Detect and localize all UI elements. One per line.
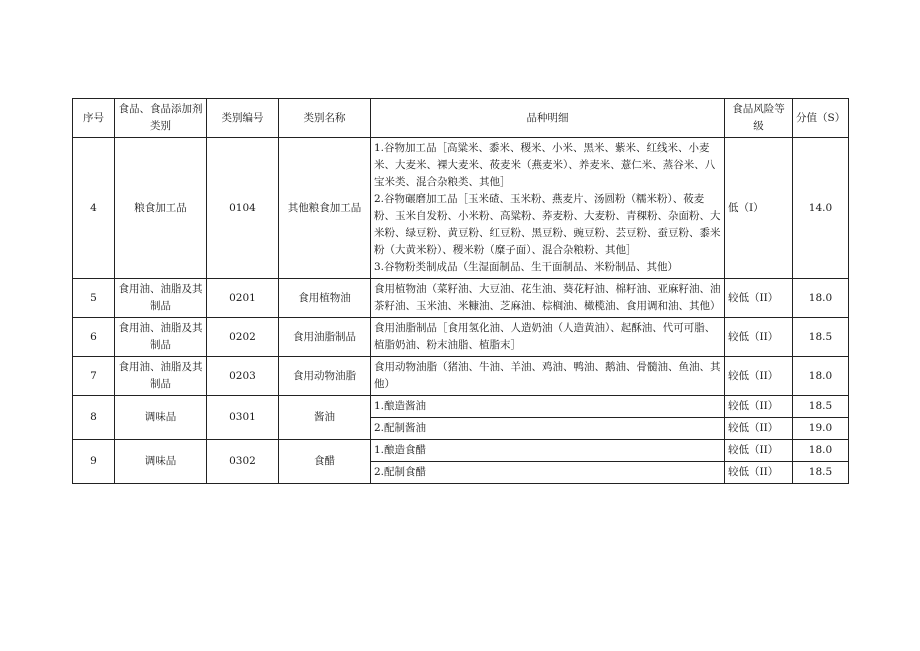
header-seq: 序号 bbox=[73, 99, 115, 138]
table-row bbox=[73, 279, 849, 318]
table-row bbox=[73, 318, 849, 357]
cell-category: 调味品 bbox=[115, 396, 207, 440]
cell-name: 其他粮食加工品 bbox=[279, 138, 371, 279]
cell-risk: 较低（II） bbox=[725, 357, 793, 396]
cell-risk: 较低（II） bbox=[725, 318, 793, 357]
cell-code: 0302 bbox=[207, 440, 279, 484]
cell-score: 18.5 bbox=[793, 318, 849, 357]
detail-line: 1.酿造食醋 bbox=[374, 444, 427, 456]
detail-line: 食用植物油（菜籽油、大豆油、花生油、葵花籽油、棉籽油、亚麻籽油、油茶籽油、玉米油、米糠油、芝麻油、棕榈油、橄榄油、食用调和油、其他） bbox=[374, 283, 721, 312]
cell-code: 0203 bbox=[207, 357, 279, 396]
cell-risk: 较低（II） bbox=[725, 418, 793, 440]
detail-line: 1.谷物加工品［高粱米、黍米、稷米、小米、黑米、紫米、红线米、小麦米、大麦米、裸大麦米、莜麦米（燕麦米）、养麦米、薏仁米、蒸谷米、八宝米类、混合杂粮类、其他］ bbox=[374, 142, 716, 188]
cell-category: 食用油、油脂及其制品 bbox=[115, 357, 207, 396]
header-detail: 品种明细 bbox=[371, 99, 725, 138]
header-row bbox=[73, 99, 849, 138]
cell-detail bbox=[371, 440, 725, 462]
food-risk-table bbox=[72, 98, 849, 484]
header-risk: 食品风险等级 bbox=[725, 99, 793, 138]
table-row bbox=[73, 357, 849, 396]
cell-risk: 较低（II） bbox=[725, 462, 793, 484]
cell-code: 0301 bbox=[207, 396, 279, 440]
cell-detail bbox=[371, 418, 725, 440]
cell-name: 食醋 bbox=[279, 440, 371, 484]
cell-detail bbox=[371, 138, 725, 279]
cell-seq: 6 bbox=[73, 318, 115, 357]
cell-score: 18.0 bbox=[793, 357, 849, 396]
cell-detail bbox=[371, 357, 725, 396]
cell-name: 食用动物油脂 bbox=[279, 357, 371, 396]
detail-line: 3.谷物粉类制成品（生湿面制品、生干面制品、米粉制品、其他） bbox=[374, 261, 679, 273]
cell-score: 18.5 bbox=[793, 396, 849, 418]
cell-name: 食用植物油 bbox=[279, 279, 371, 318]
cell-detail bbox=[371, 462, 725, 484]
cell-risk: 低（I） bbox=[725, 138, 793, 279]
cell-category: 食用油、油脂及其制品 bbox=[115, 279, 207, 318]
table-row bbox=[73, 440, 849, 462]
cell-detail bbox=[371, 279, 725, 318]
cell-category: 食用油、油脂及其制品 bbox=[115, 318, 207, 357]
cell-risk: 较低（II） bbox=[725, 440, 793, 462]
cell-risk: 较低（II） bbox=[725, 279, 793, 318]
header-code: 类别编号 bbox=[207, 99, 279, 138]
cell-seq: 4 bbox=[73, 138, 115, 279]
table-row bbox=[73, 138, 849, 279]
cell-seq: 5 bbox=[73, 279, 115, 318]
cell-code: 0104 bbox=[207, 138, 279, 279]
header-category: 食品、食品添加剂类别 bbox=[115, 99, 207, 138]
detail-line: 1.酿造酱油 bbox=[374, 400, 427, 412]
cell-category: 调味品 bbox=[115, 440, 207, 484]
cell-score: 18.0 bbox=[793, 440, 849, 462]
detail-line: 2.配制酱油 bbox=[374, 422, 427, 434]
cell-seq: 8 bbox=[73, 396, 115, 440]
detail-line: 2.配制食醋 bbox=[374, 466, 427, 478]
table-body bbox=[73, 138, 849, 484]
header-name: 类别名称 bbox=[279, 99, 371, 138]
cell-score: 18.0 bbox=[793, 279, 849, 318]
cell-name: 酱油 bbox=[279, 396, 371, 440]
cell-detail bbox=[371, 318, 725, 357]
detail-line: 食用油脂制品［食用氢化油、人造奶油（人造黄油）、起酥油、代可可脂、植脂奶油、粉末油脂、植脂末］ bbox=[374, 322, 716, 351]
cell-seq: 7 bbox=[73, 357, 115, 396]
detail-line: 食用动物油脂（猪油、牛油、羊油、鸡油、鸭油、鹅油、骨髓油、鱼油、其他） bbox=[374, 361, 721, 390]
cell-seq: 9 bbox=[73, 440, 115, 484]
cell-category: 粮食加工品 bbox=[115, 138, 207, 279]
cell-code: 0202 bbox=[207, 318, 279, 357]
cell-code: 0201 bbox=[207, 279, 279, 318]
detail-line: 2.谷物碾磨加工品［玉米碴、玉米粉、燕麦片、汤圆粉（糯米粉）、莜麦粉、玉米自发粉、小米粉、高粱粉、荞麦粉、大麦粉、青稞粉、杂面粉、大米粉、绿豆粉、黄豆粉、红豆粉、黑豆粉、豌豆粉、芸豆粉、蚕豆粉、黍米粉（大黄米粉）、稷米粉（糜子面）、混合杂粮粉、其他］ bbox=[374, 193, 721, 256]
cell-score: 19.0 bbox=[793, 418, 849, 440]
cell-score: 14.0 bbox=[793, 138, 849, 279]
cell-score: 18.5 bbox=[793, 462, 849, 484]
cell-detail bbox=[371, 396, 725, 418]
cell-risk: 较低（II） bbox=[725, 396, 793, 418]
table-row bbox=[73, 396, 849, 418]
cell-name: 食用油脂制品 bbox=[279, 318, 371, 357]
header-score: 分值（S） bbox=[793, 99, 849, 138]
